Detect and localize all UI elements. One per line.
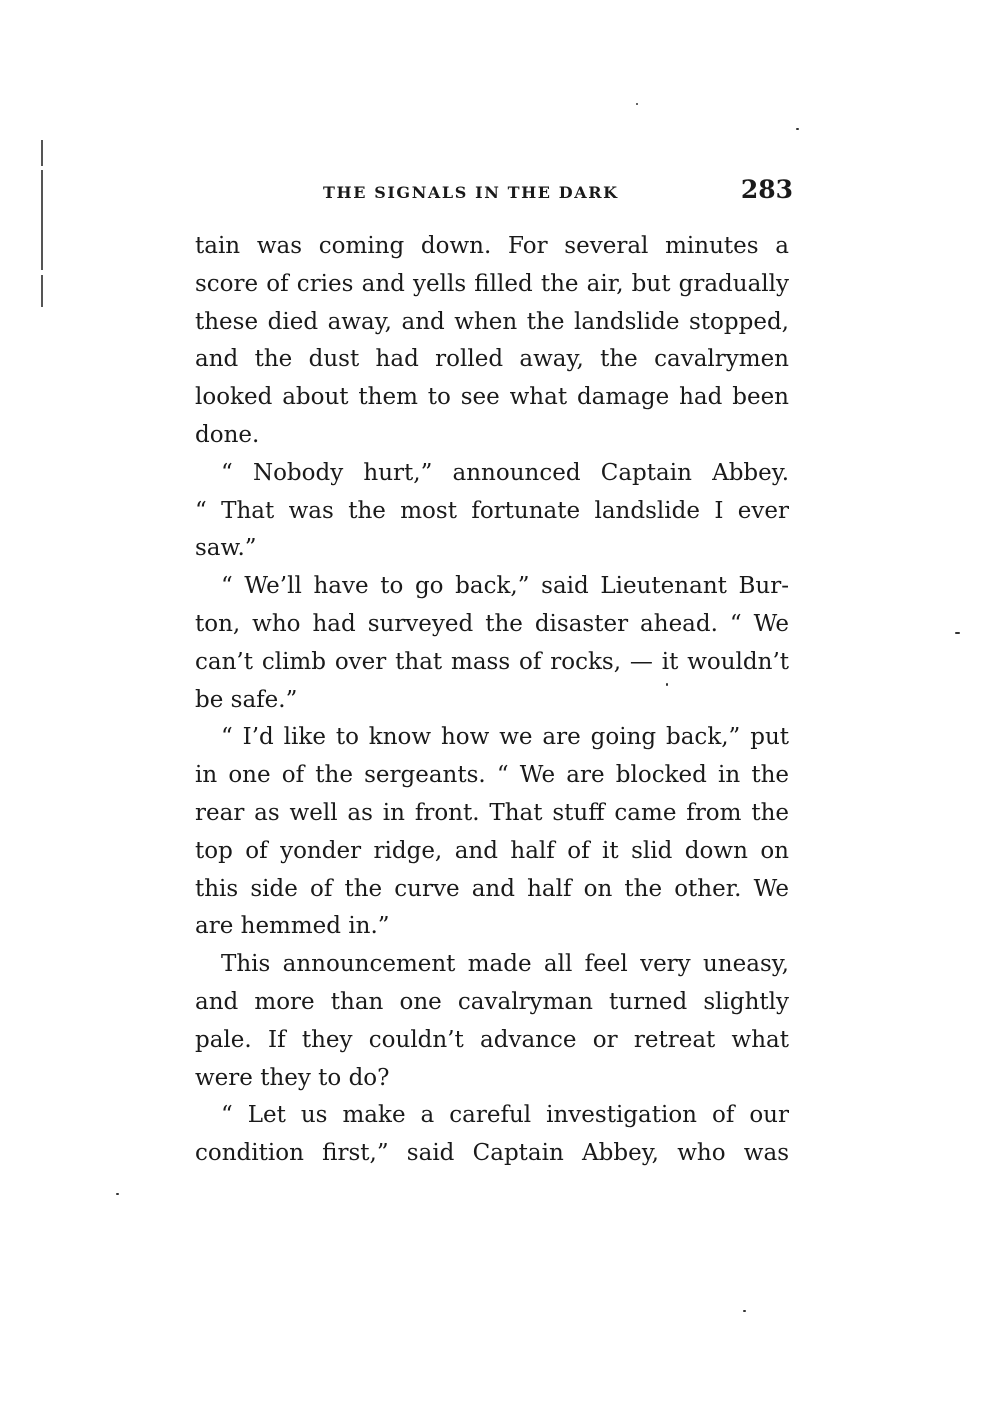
- text-line: this side of the curve and half on the other. We: [195, 875, 789, 902]
- scan-speck: [116, 1193, 119, 1195]
- text-line: looked about them to see what damage had been: [195, 384, 789, 411]
- body-text: [195, 228, 789, 1173]
- text-line: be safe.”: [195, 686, 298, 713]
- text-line: can’t climb over that mass of rocks, — it wouldn’t: [195, 648, 789, 675]
- text-line: rear as well as in front. That stuff came from the: [195, 799, 789, 826]
- scan-artifact-edge: [41, 170, 43, 270]
- text-line: are hemmed in.”: [195, 913, 390, 940]
- scan-speck: [955, 632, 960, 634]
- text-line: were they to do?: [195, 1064, 390, 1091]
- scan-speck: [636, 103, 638, 105]
- text-line: and the dust had rolled away, the cavalrymen: [195, 346, 789, 373]
- text-line: ton, who had surveyed the disaster ahead. “ We: [195, 610, 789, 637]
- paragraph: [195, 719, 789, 946]
- text-line: and more than one cavalryman turned slightly: [195, 988, 789, 1015]
- text-line: pale. If they couldn’t advance or retreat what: [195, 1026, 789, 1053]
- text-line: tain was coming down. For several minutes a: [195, 233, 789, 259]
- text-line: “ I’d like to know how we are going back,” put: [221, 724, 789, 751]
- paragraph: [195, 568, 789, 719]
- scan-speck: [743, 1310, 746, 1312]
- scan-artifact-edge: [41, 140, 43, 166]
- scan-artifact-edge: [41, 275, 43, 307]
- text-line: done.: [195, 421, 260, 448]
- text-line: This announcement made all feel very uneasy,: [221, 951, 789, 978]
- running-title: THE SIGNALS IN THE DARK: [323, 183, 619, 202]
- paragraph: [195, 1097, 789, 1173]
- text-line: in one of the sergeants. “ We are blocked in the: [195, 762, 789, 789]
- text-line: condition first,” said Captain Abbey, who was: [195, 1140, 789, 1167]
- text-line: saw.”: [195, 535, 257, 562]
- text-line: “ That was the most fortunate landslide I ever: [195, 497, 789, 524]
- paragraph: [195, 946, 789, 1097]
- text-line: “ Nobody hurt,” announced Captain Abbey.: [221, 459, 789, 486]
- text-line: “ We’ll have to go back,” said Lieutenant Bur-: [221, 573, 789, 600]
- text-line: “ Let us make a careful investigation of our: [221, 1102, 789, 1129]
- paragraph: [195, 228, 789, 455]
- text-line: top of yonder ridge, and half of it slid down on: [195, 837, 789, 864]
- page-number: 283: [740, 175, 793, 204]
- text-line: these died away, and when the landslide stopped,: [195, 308, 789, 335]
- text-line: score of cries and yells filled the air, but gradually: [195, 270, 789, 297]
- running-head: [195, 175, 793, 211]
- scan-speck: [796, 128, 799, 130]
- paragraph: [195, 455, 789, 568]
